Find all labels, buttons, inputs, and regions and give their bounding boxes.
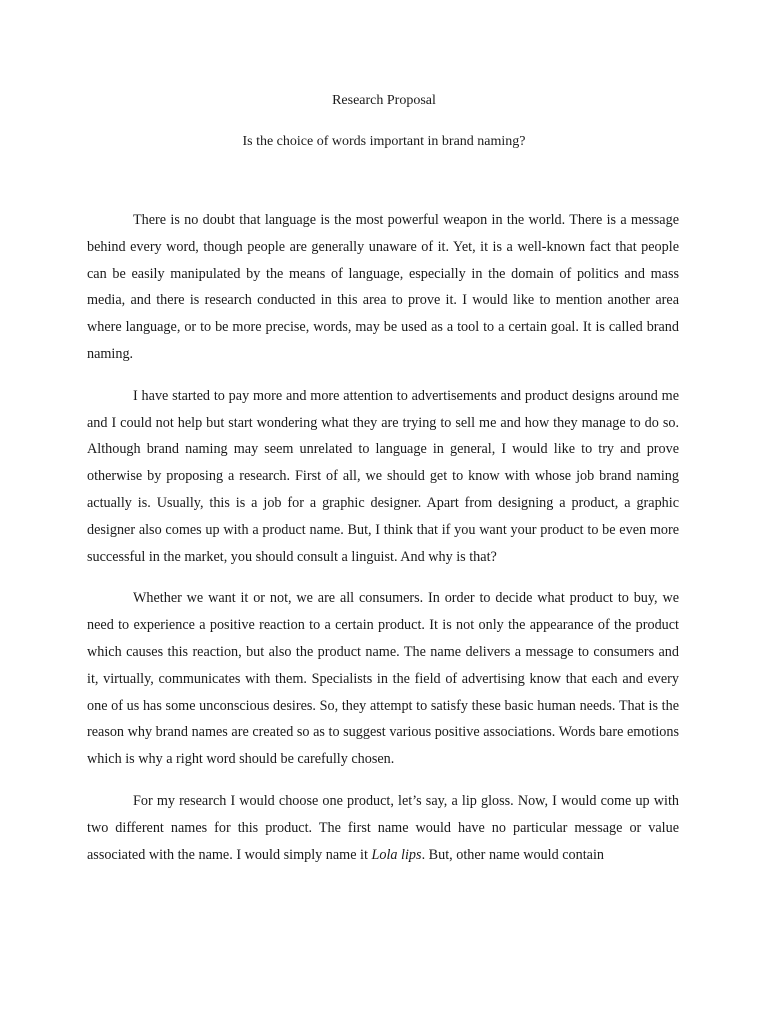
document-body [87, 207, 679, 883]
paragraph-1: There is no doubt that language is the most powerful weapon in the world. There is a message behind every word, though people are generally unaware of it. Yet, it is a well-known fact that people can be easily manipulated by the means of language, especially in the domain of politics and mass media, and there is research conducted in this area to prove it. I would like to mention another area where language, or to be more precise, words, may be used as a tool to a certain goal. It is called brand naming. [87, 212, 679, 362]
document-title: Research Proposal [332, 93, 436, 108]
document-subtitle: Is the choice of words important in brand naming? [242, 134, 526, 149]
paragraph-3: Whether we want it or not, we are all consumers. In order to decide what product to buy, we need to experience a positive reaction to a certain product. It is not only the appearance of the product which causes this reaction, but also the product name. The name delivers a message to consumers and it, virtually, communicates with them. Specialists in the field of advertising know that each and every one of us has some unconscious desires. So, they attempt to satisfy these basic human needs. That is the reason why brand names are created so as to suggest various positive associations. Words bare emotions which is why a right word should be carefully chosen. [87, 590, 679, 768]
paragraph-2: I have started to pay more and more attention to advertisements and product designs around me and I could not help but start wondering what they are trying to sell me and how they manage to do so. Although brand naming may seem unrelated to language in general, I would like to try and prove otherwise by proposing a research. First of all, we should get to know with whose job brand naming actually is. Usually, this is a job for a graphic designer. Apart from designing a product, a graphic designer also comes up with a product name. But, I think that if you want your product to be even more successful in the market, you should consult a linguist. And why is that? [87, 387, 679, 565]
paragraph-4-text-start: For my research I would choose one product, let’s say, a lip gloss. Now, I would come up with two different names for this product. The first name would have no particular message or value associated with the name. I would simply name it [87, 792, 679, 863]
paragraph-4 [87, 788, 679, 868]
paragraph-4-text-end: . But, other name would contain [421, 846, 604, 863]
paragraph-4-emphasis: Lola lips [371, 846, 422, 863]
